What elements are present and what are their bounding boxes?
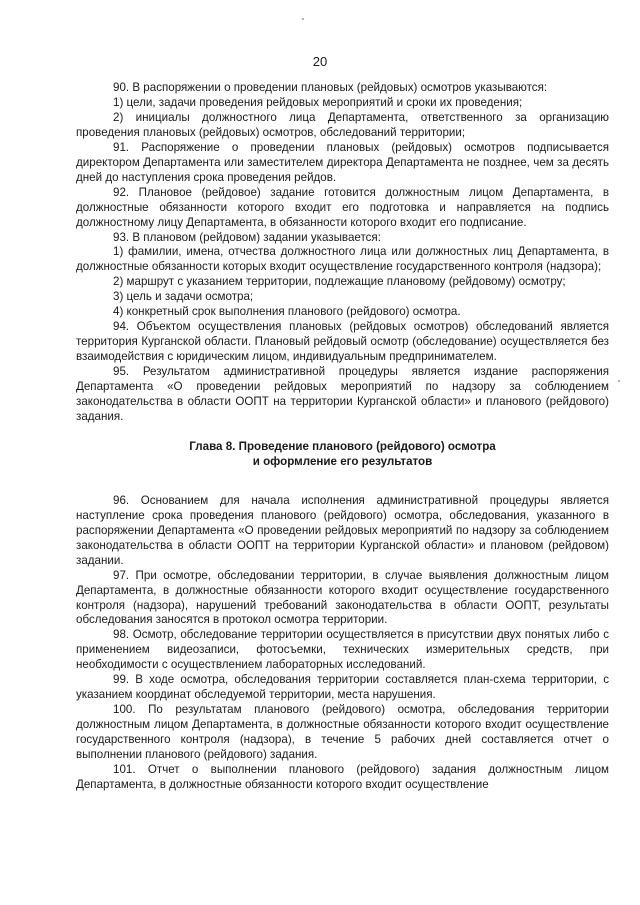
paragraph-98: 98. Осмотр, обследование территории осуществляется в присутствии двух понятых либо с применением видеозаписи, фотосъемки, технических измерительных средств, при необходимости с осуществлением лабораторных исследований. [76, 628, 609, 672]
paragraph-101: 101. Отчет о выполнении планового (рейдового) задания должностным лицом Департамента, в должностные обязанности которого входит осуществление [76, 762, 609, 791]
chapter-heading-line-2: и оформление его результатов [252, 454, 433, 468]
paragraph-95: 95. Результатом административной процедуры является издание распоряжения Департамента «О проведении рейдовых мероприятий по надзору за соблюдением законодательства в области ООПТ на территории Курганской области» и планового (рейдового) задания. [76, 365, 609, 423]
chapter-heading [76, 440, 609, 470]
paragraph-93-item-1: 1) фамилии, имена, отчества должностного лица или должностных лиц Департамента, в должностные обязанности которых входит осуществление государственного контроля (надзора); [76, 245, 609, 274]
scan-speck [618, 380, 620, 382]
chapter-heading-line-1: Глава 8. Проведение планового (рейдового) осмотра [189, 439, 496, 453]
paragraph-99: 99. В ходе осмотра, обследования территории составляется план-схема территории, с указанием координат обследуемой территории, места нарушения. [76, 673, 609, 702]
paragraph-93-item-3: 3) цель и задачи осмотра; [113, 290, 254, 304]
paragraph-91: 91. Распоряжение о проведении плановых (рейдовых) осмотров подписывается директором Департамента или заместителем директора Департамента не позднее, чем за десять дней до наступления срока проведения рейдов. [76, 140, 609, 184]
paragraph-92: 92. Плановое (рейдовое) задание готовится должностным лицом Департамента, в должностные обязанности которого входит его подготовка и направляется на подпись должностному лицу Департамента, в обязанности которого входит его подписание. [76, 185, 609, 229]
paragraph-90-item-1: 1) цели, задачи проведения рейдовых мероприятий и сроки их проведения; [113, 95, 523, 109]
paragraph-93-item-2: 2) маршрут с указанием территории, подлежащие плановому (рейдовому) осмотру; [113, 275, 566, 289]
paragraph-93-item-4: 4) конкретный срок выполнения планового (рейдового) осмотра. [113, 305, 461, 319]
paragraph-90-item-2: 2) инициалы должностного лица Департамента, ответственного за организацию проведения плановых (рейдовых) осмотров, обследований территории; [76, 110, 609, 139]
paragraph-100: 100. По результатам планового (рейдового) осмотра, обследования территории должностным лицом Департамента, в должностные обязанности которого входит осуществление государственного контроля (надзора), в течение 5 рабочих дней составляется отчет о выполнении планового (рейдового) задания. [76, 703, 609, 762]
document-body [76, 81, 609, 793]
paragraph-94: 94. Объектом осуществления плановых (рейдовых осмотров) обследований является территория Курганской области. Плановый рейдовый осмотр (обследование) осуществляется без взаимодействия с юридическим лицом, индивидуальным предпринимателем. [76, 320, 609, 364]
page-number: 20 [312, 54, 328, 69]
scan-speck [302, 18, 304, 20]
paragraph-96: 96. Основанием для начала исполнения административной процедуры является наступление срока проведения планового (рейдового) осмотра, обследования, указанного в распоряжении Департамента «О проведении рейдовых мероприятий по надзору за соблюдением законодательства в области ООПТ на территории Курганской области» и плановом (рейдовом) задании. [76, 493, 609, 567]
paragraph-90: 90. В распоряжении о проведении плановых (рейдовых) осмотров указываются: [113, 81, 548, 94]
paragraph-93: 93. В плановом (рейдовом) задании указывается: [113, 230, 381, 244]
paragraph-97: 97. При осмотре, обследовании территории, в случае выявления должностным лицом Департамента, в должностные обязанности которого входит осуществление государственного контроля (надзора), нарушений требований законодательства в области ООПТ, результаты обследования заносятся в протокол осмотра территории. [76, 568, 609, 627]
